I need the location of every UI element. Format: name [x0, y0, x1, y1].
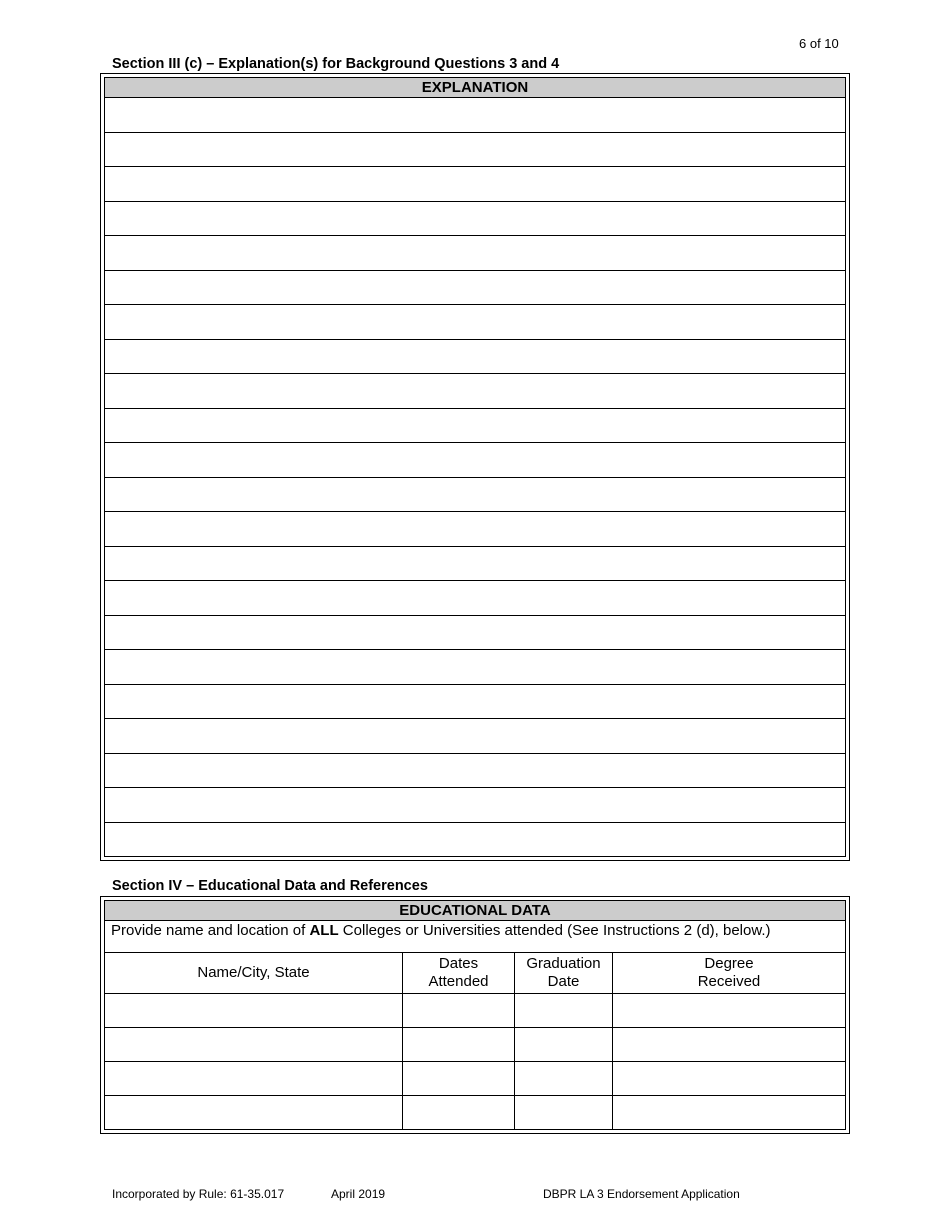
explanation-header: EXPLANATION: [105, 78, 845, 98]
dates-attended-cell[interactable]: [403, 994, 515, 1027]
col-graduation-date: Graduation Date: [515, 953, 613, 993]
column-header-row: [105, 953, 845, 994]
explanation-line[interactable]: [105, 512, 845, 547]
name-city-state-cell[interactable]: [105, 1096, 403, 1129]
graduation-date-cell[interactable]: [515, 1062, 613, 1095]
explanation-line[interactable]: [105, 788, 845, 823]
name-city-state-cell[interactable]: [105, 1028, 403, 1061]
section-iii-c-title: Section III (c) – Explanation(s) for Background Questions 3 and 4: [112, 56, 560, 72]
explanation-line[interactable]: [105, 823, 845, 857]
explanation-line[interactable]: [105, 754, 845, 789]
explanation-line[interactable]: [105, 581, 845, 616]
educational-data-table: [100, 896, 850, 1134]
dates-attended-cell[interactable]: [403, 1062, 515, 1095]
explanation-line[interactable]: [105, 98, 845, 133]
education-row: [105, 1096, 845, 1129]
explanation-line[interactable]: [105, 650, 845, 685]
name-city-state-cell[interactable]: [105, 1062, 403, 1095]
educational-data-header: EDUCATIONAL DATA: [105, 901, 845, 921]
explanation-line[interactable]: [105, 271, 845, 306]
page-number: 6 of 10: [799, 36, 839, 51]
explanation-line[interactable]: [105, 478, 845, 513]
explanation-line[interactable]: [105, 547, 845, 582]
instruction-text-end: Colleges or Universities attended (See Instructions 2 (d), below.): [338, 922, 771, 939]
degree-received-cell[interactable]: [613, 1062, 845, 1095]
education-row: [105, 1028, 845, 1062]
instruction-text-start: Provide name and location of: [111, 922, 310, 939]
explanation-line[interactable]: [105, 685, 845, 720]
section-iv-title: Section IV – Educational Data and References: [112, 878, 428, 894]
graduation-date-cell[interactable]: [515, 1028, 613, 1061]
dates-attended-cell[interactable]: [403, 1096, 515, 1129]
footer-form-name: DBPR LA 3 Endorsement Application: [543, 1187, 740, 1201]
explanation-table: [100, 73, 850, 861]
graduation-date-cell[interactable]: [515, 994, 613, 1027]
degree-received-cell[interactable]: [613, 1028, 845, 1061]
col-degree-received: Degree Received: [697, 955, 761, 990]
educational-data-instruction: [105, 921, 845, 953]
degree-received-cell[interactable]: [613, 994, 845, 1027]
footer-date: April 2019: [331, 1187, 386, 1201]
dates-attended-cell[interactable]: [403, 1028, 515, 1061]
education-row: [105, 1062, 845, 1096]
instruction-text-bold: ALL: [309, 922, 339, 939]
explanation-line[interactable]: [105, 719, 845, 754]
graduation-date-cell[interactable]: [515, 1096, 613, 1129]
name-city-state-cell[interactable]: [105, 994, 403, 1027]
explanation-line[interactable]: [105, 305, 845, 340]
explanation-line[interactable]: [105, 340, 845, 375]
explanation-line[interactable]: [105, 409, 845, 444]
footer-rule: Incorporated by Rule: 61-35.017: [112, 1187, 285, 1201]
col-name-city-state: Name/City, State: [105, 953, 403, 993]
explanation-line[interactable]: [105, 616, 845, 651]
explanation-line[interactable]: [105, 133, 845, 168]
explanation-line[interactable]: [105, 374, 845, 409]
education-row: [105, 994, 845, 1028]
explanation-line[interactable]: [105, 167, 845, 202]
explanation-line[interactable]: [105, 202, 845, 237]
explanation-line[interactable]: [105, 236, 845, 271]
explanation-line[interactable]: [105, 443, 845, 478]
col-dates-attended: Dates Attended: [403, 953, 515, 993]
degree-received-cell[interactable]: [613, 1096, 845, 1129]
